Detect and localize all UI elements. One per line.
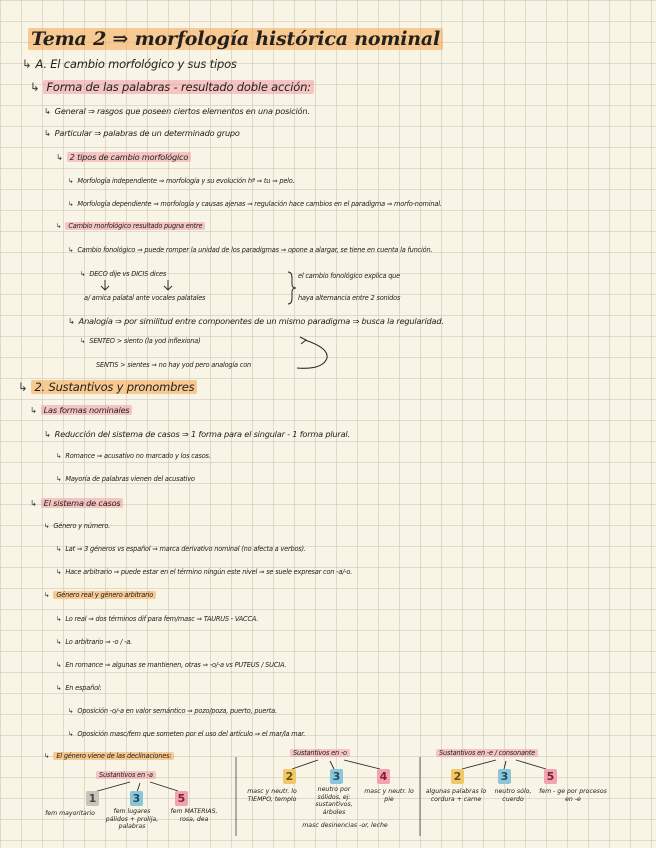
note-line: ↳ Forma de las palabras - resultado doble acción:	[30, 80, 314, 94]
declension-note: masc y neutr. lo pie	[364, 788, 414, 803]
group-header-a: Sustantivos en -a	[96, 771, 156, 779]
note-line: SENTIS > sientes ⇒ no hay yod pero analogía con	[96, 361, 252, 369]
note-line: ↳ En romance ⇒ algunas se mantienen, otras ⇒ -o/-a vs PUTEUS / SUCIA.	[56, 661, 287, 669]
declension-note: masc y neutr. lo TIEMPO, templo	[247, 788, 297, 803]
note-line: ↳ Reducción del sistema de casos ⇒ 1 forma para el singular - 1 forma plural.	[44, 429, 350, 439]
note-line: ↳ Romance ⇒ acusativo no marcado y los casos.	[56, 452, 211, 460]
down-arrow-icon	[101, 280, 109, 290]
group-header-o: Sustantivos en -o	[290, 749, 350, 757]
note-line: ↳ Morfología independiente ⇒ morfología y su evolución hª ⇒ tu ⇒ pelo.	[68, 177, 295, 185]
brace-mark	[288, 272, 296, 304]
note-line: ↳ SENTEO > siento (la yod inflexiona)	[80, 337, 201, 345]
section-heading: ↳ A. El cambio morfológico y sus tipos	[22, 57, 237, 71]
declension-badge: 4	[377, 769, 390, 784]
declension-note: masc desinencias -or, leche	[302, 822, 388, 829]
note-line: el cambio fonológico explica que	[298, 272, 401, 280]
note-line: ↳ Lo arbitrario ⇒ -o / -a.	[56, 638, 133, 646]
note-line: ↳ DECO dije vs DICIS dices	[80, 270, 167, 278]
declension-note: algunas palabras lo cordura + carne	[425, 788, 487, 803]
note-line: haya alternancia entre 2 sonidos	[298, 294, 401, 302]
declension-note: neutro por sólidos, ej: sustantivos, árboles	[315, 786, 353, 816]
declension-intro: ↳ El género viene de las declinaciones:	[44, 752, 174, 760]
declension-note: neutro sólo, cuerdo	[494, 788, 532, 803]
analogy-arrowhead	[300, 337, 306, 344]
declension-note: fem - ge por procesos en -e	[539, 788, 607, 803]
note-line: ↳ Género real y género arbitrario	[44, 591, 156, 599]
note-line: ↳ Morfología dependiente ⇒ morfología y causas ajenas ⇒ regulación hace cambios en el paradigma ⇒ morfo-nominal.	[68, 200, 442, 208]
note-line: ↳ Oposición -o/-a en valor semántico ⇒ pozo/poza, puerto, puerta.	[68, 707, 277, 715]
note-line: ↳ El sistema de casos	[30, 498, 123, 508]
note-line: a/ amica palatal ante vocales palatales	[84, 294, 206, 302]
note-line: ↳ Cambio fonológico ⇒ puede romper la unidad de los paradigmas ⇒ opone a alargar, se tiene en cuenta la función.	[68, 246, 433, 254]
note-line: ↳ 2 tipos de cambio morfológico	[56, 152, 191, 162]
note-line: ↳ En español:	[56, 684, 102, 692]
declension-badge: 3	[330, 769, 343, 784]
down-arrow-icon	[164, 280, 172, 290]
note-line: ↳ Cambio morfológico resultado pugna entre	[56, 222, 205, 230]
note-line: ↳ Analogía ⇒ por similitud entre componentes de un mismo paradigma ⇒ busca la regularidad.	[68, 316, 444, 326]
declension-badge: 5	[175, 791, 188, 806]
declension-badge: 3	[130, 791, 143, 806]
note-line: ↳ Oposición masc/fem que someten por el uso del artículo ⇒ el mar/la mar.	[68, 730, 306, 738]
analogy-loop-arrow	[297, 340, 327, 368]
group-header-e: Sustantivos en -e / consonante	[436, 749, 538, 757]
declension-badge: 1	[86, 791, 99, 806]
note-line: ↳ Lat ⇒ 3 géneros vs español ⇒ marca derivativo nominal (no afecta a verbos).	[56, 545, 306, 553]
note-line: ↳ Las formas nominales	[30, 405, 132, 415]
declension-note: fem mayoritario	[45, 810, 95, 817]
declension-badge: 3	[498, 769, 511, 784]
declension-note: fem MATERIAS, rosa, dea	[170, 808, 218, 823]
note-line: ↳ Hace arbitrario ⇒ puede estar en el término ningún este nivel ⇒ se suele expresar con -a/-o.	[56, 568, 353, 576]
note-line: ↳ Lo real ⇒ dos términos dif para fem/masc ⇒ TAURUS - VACCA.	[56, 615, 259, 623]
note-line: ↳ General ⇒ rasgos que poseen ciertos elementos en una posición.	[44, 106, 310, 116]
declension-badge: 2	[283, 769, 296, 784]
note-line: ↳ Mayoría de palabras vienen del acusativo	[56, 475, 195, 483]
note-line: ↳ Particular ⇒ palabras de un determinado grupo	[44, 128, 240, 138]
declension-note: fem lugares pálidos + prolija, palabras	[105, 808, 159, 830]
branch-arrows	[292, 760, 380, 769]
declension-badge: 5	[544, 769, 557, 784]
note-line: ↳ Género y número.	[44, 522, 111, 530]
branch-arrows	[462, 760, 546, 769]
declension-badge: 2	[451, 769, 464, 784]
section-heading: ↳ 2. Sustantivos y pronombres	[18, 380, 197, 394]
page-title: Tema 2 ⇒ morfología histórica nominal	[28, 28, 443, 50]
